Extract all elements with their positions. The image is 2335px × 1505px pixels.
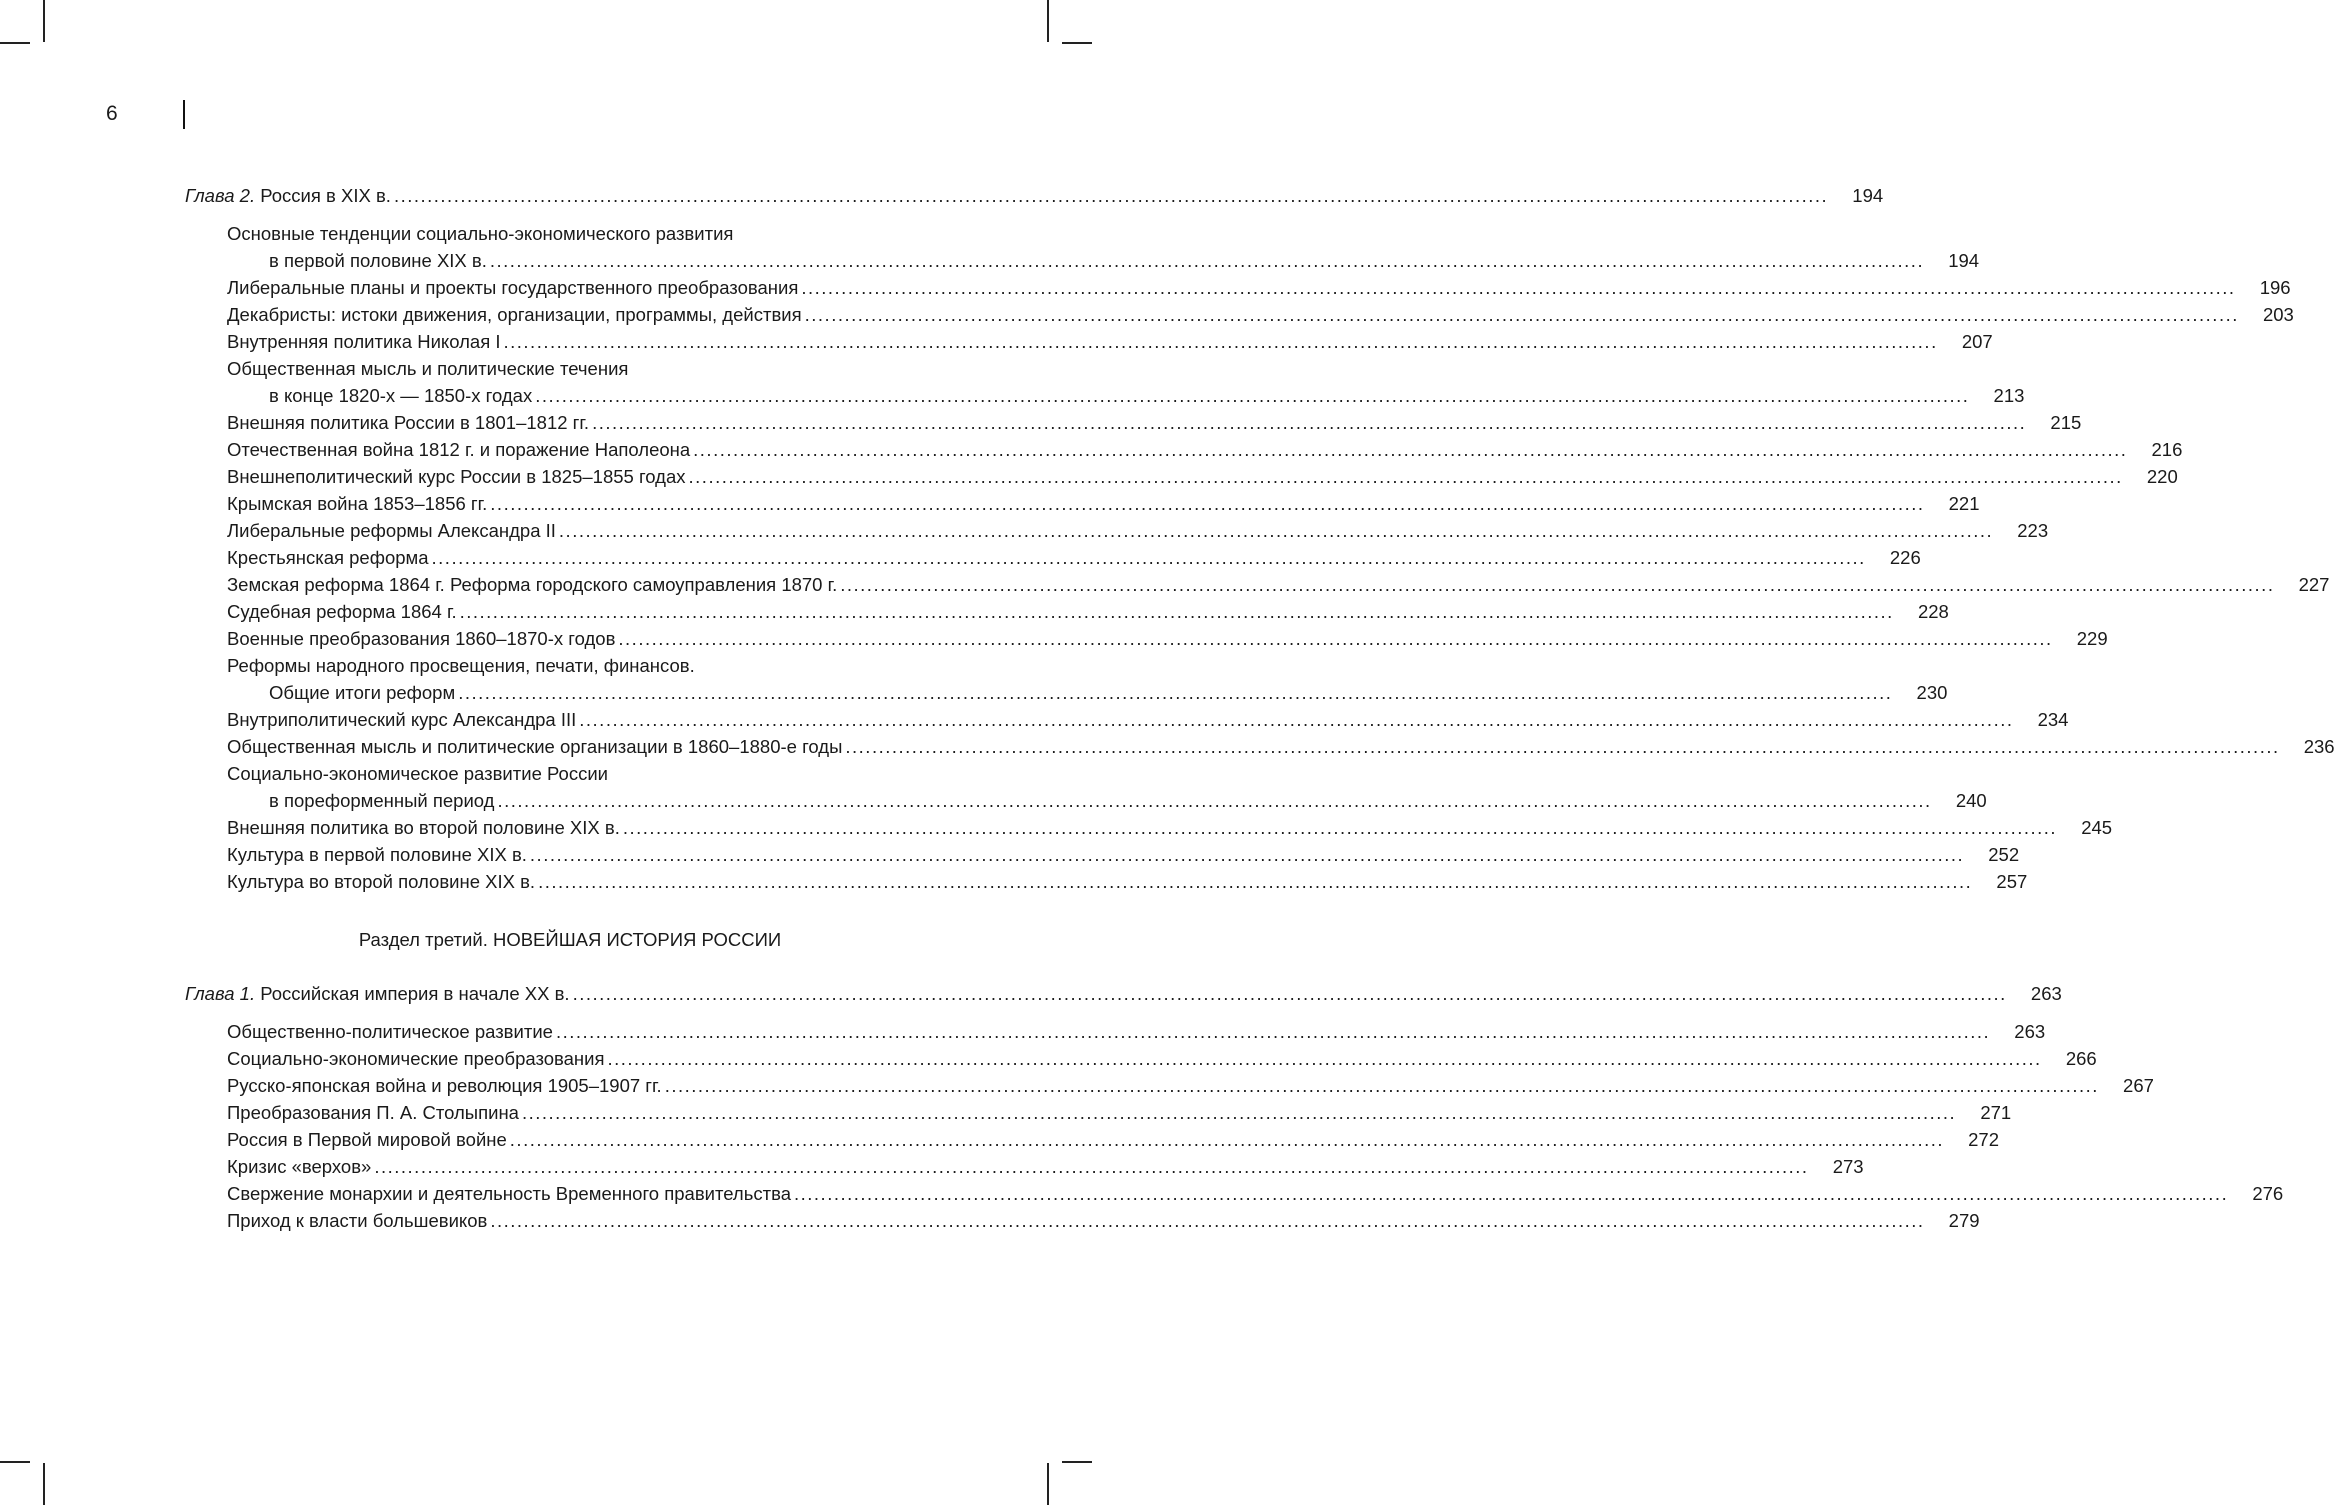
- leader-dots: [391, 182, 1831, 209]
- leader-dots: [798, 274, 2238, 301]
- toc-entry-label: Внешняя политика России в 1801–1812 гг.: [227, 412, 590, 433]
- chapter-prefix: Глава 2.: [185, 185, 256, 206]
- leader-dots: [532, 382, 1972, 409]
- toc-entry-label: Внешнеполитический курс России в 1825–1855 годах: [227, 466, 686, 487]
- toc-entry[interactable]: [185, 841, 2020, 868]
- page-ref: 207: [1961, 331, 1993, 352]
- leader-dots: [455, 679, 1895, 706]
- toc-entry-label: Культура во второй половине XIX в.: [227, 871, 536, 892]
- page-ref: 272: [1968, 1129, 2000, 1150]
- toc-entry[interactable]: [185, 1099, 2012, 1126]
- leader-dots: [604, 1045, 2044, 1072]
- leader-dots: [589, 409, 2029, 436]
- page-ref: 245: [2081, 817, 2113, 838]
- toc-entry[interactable]: [185, 1207, 1980, 1234]
- toc-entry[interactable]: [185, 733, 2335, 760]
- toc-entry-label: в конце 1820-х — 1850-х годах: [269, 385, 533, 406]
- toc-chapter-1: [185, 980, 2284, 1234]
- page-ref: 273: [1832, 1156, 1864, 1177]
- toc-entry[interactable]: [185, 544, 1921, 571]
- leader-dots: [519, 1099, 1959, 1126]
- leader-dots: [487, 1207, 1927, 1234]
- toc-entry[interactable]: [185, 706, 2069, 733]
- page-ref: 228: [1917, 601, 1949, 622]
- toc-entry-label: Военные преобразования 1860–1870-х годов: [227, 628, 616, 649]
- leader-dots: [487, 490, 1927, 517]
- crop-mark: [1047, 1463, 1049, 1505]
- toc-entry[interactable]: [185, 382, 2025, 409]
- leader-dots: [507, 1126, 1947, 1153]
- toc-entry[interactable]: [185, 625, 2108, 652]
- leader-dots: [527, 841, 1967, 868]
- leader-dots: [837, 571, 2277, 598]
- toc-entry[interactable]: [185, 301, 2294, 328]
- toc-entry-label: Крымская война 1853–1856 гг.: [227, 493, 488, 514]
- page-ref: 236: [2303, 736, 2335, 757]
- toc-entry[interactable]: [185, 814, 2113, 841]
- page-ref: 213: [1993, 385, 2025, 406]
- crop-mark: [1062, 42, 1092, 44]
- page-ref: 279: [1948, 1210, 1980, 1231]
- page-ref: 229: [2076, 628, 2108, 649]
- crop-mark: [1047, 0, 1049, 42]
- crop-mark: [0, 1461, 30, 1463]
- toc-entry-label: Либеральные реформы Александра II: [227, 520, 556, 541]
- leader-dots: [842, 733, 2282, 760]
- toc-entry-label: Социально-экономические преобразования: [227, 1048, 605, 1069]
- toc-entry-label: в пореформенный период: [269, 790, 495, 811]
- page-ref: 263: [2030, 983, 2062, 1004]
- leader-dots: [576, 706, 2016, 733]
- page-ref: 194: [1852, 185, 1884, 206]
- margin-bar: [183, 100, 185, 129]
- leader-dots: [802, 301, 2242, 328]
- leader-dots: [553, 1018, 1993, 1045]
- page-ref: 276: [2252, 1183, 2284, 1204]
- toc-entry[interactable]: [185, 517, 2049, 544]
- toc-chapter-2: [185, 182, 2335, 895]
- toc-entry-label: Русско-японская война и революция 1905–1907 гг.: [227, 1075, 662, 1096]
- page-ref: 267: [2123, 1075, 2154, 1096]
- page-ref: 216: [2151, 439, 2183, 460]
- page-ref: 230: [1916, 682, 1948, 703]
- crop-mark: [1062, 1461, 1092, 1463]
- page-ref: 226: [1889, 547, 1921, 568]
- toc-entry-label: Общественно-политическое развитие: [227, 1021, 553, 1042]
- toc-entry[interactable]: [185, 1153, 1864, 1180]
- chapter-heading[interactable]: [185, 980, 2062, 1007]
- toc-entry-line1[interactable]: Социально-экономическое развитие России: [227, 763, 608, 784]
- toc-entry[interactable]: [185, 1018, 2046, 1045]
- toc-entry-label: Общие итоги реформ: [269, 682, 456, 703]
- toc-entry-label: Внутриполитический курс Александра III: [227, 709, 577, 730]
- page-ref: 223: [2017, 520, 2049, 541]
- toc-entry-line1[interactable]: Основные тенденции социально-экономического развития: [227, 223, 734, 244]
- leader-dots: [686, 463, 2126, 490]
- leader-dots: [662, 1072, 2102, 1099]
- toc-entry-label: Приход к власти большевиков: [227, 1210, 488, 1231]
- leader-dots: [620, 814, 2060, 841]
- toc-entry-label: в первой половине XIX в.: [269, 250, 487, 271]
- toc-entry[interactable]: [185, 328, 1993, 355]
- page-ref: 221: [1948, 493, 1980, 514]
- page-ref: 196: [2259, 277, 2291, 298]
- leader-dots: [371, 1153, 1811, 1180]
- toc-entry-label: Либеральные планы и проекты государственного преобразования: [227, 277, 799, 298]
- toc-entry-line1[interactable]: Реформы народного просвещения, печати, финансов.: [227, 655, 695, 676]
- leader-dots: [615, 625, 2055, 652]
- page-ref: 257: [1996, 871, 2028, 892]
- page-ref: 266: [2065, 1048, 2097, 1069]
- toc-entry[interactable]: [185, 868, 2028, 895]
- toc-entry-label: Культура в первой половине XIX в.: [227, 844, 527, 865]
- page-ref: 194: [1948, 250, 1980, 271]
- leader-dots: [690, 436, 2130, 463]
- toc-entry[interactable]: [185, 598, 1949, 625]
- page-ref: 240: [1955, 790, 1987, 811]
- crop-mark: [0, 42, 30, 44]
- toc-entry-label: Россия в Первой мировой войне: [227, 1129, 507, 1150]
- leader-dots: [494, 787, 1934, 814]
- toc-entry[interactable]: [185, 436, 2183, 463]
- toc-entry[interactable]: [185, 1045, 2097, 1072]
- page-ref: 220: [2146, 466, 2178, 487]
- page-ref: 203: [2262, 304, 2294, 325]
- toc-entry[interactable]: [185, 409, 2082, 436]
- page-ref: 234: [2037, 709, 2069, 730]
- toc-entry-label: Свержение монархии и деятельность Временного правительства: [227, 1183, 791, 1204]
- page-number: 6: [106, 102, 118, 125]
- leader-dots: [487, 247, 1927, 274]
- toc-entry[interactable]: [185, 679, 1948, 706]
- toc-entry-label: Преобразования П. А. Столыпина: [227, 1102, 519, 1123]
- chapter-heading[interactable]: [185, 182, 1884, 209]
- toc-entry-label: Земская реформа 1864 г. Реформа городского самоуправления 1870 г.: [227, 574, 838, 595]
- toc-entry[interactable]: [185, 571, 2330, 598]
- page-ref: 263: [2014, 1021, 2046, 1042]
- section-heading: Раздел третий. НОВЕЙШАЯ ИСТОРИЯ РОССИИ: [358, 929, 782, 950]
- toc-entry-label: Внешняя политика во второй половине XIX в.: [227, 817, 620, 838]
- toc-entry-label: Крестьянская реформа: [227, 547, 429, 568]
- chapter-title: Российская империя в начале XX в.: [255, 983, 570, 1004]
- toc-entry[interactable]: [185, 247, 1980, 274]
- leader-dots: [791, 1180, 2231, 1207]
- page-ref: 271: [1980, 1102, 2012, 1123]
- page-ref: 252: [1988, 844, 2020, 865]
- crop-mark: [43, 0, 45, 42]
- toc-entry-label: Судебная реформа 1864 г.: [227, 601, 457, 622]
- toc-entry[interactable]: [185, 274, 2291, 301]
- leader-dots: [429, 544, 1869, 571]
- toc-entry[interactable]: [185, 490, 1980, 517]
- chapter-title: Россия в XIX в.: [255, 185, 391, 206]
- toc-entry[interactable]: [185, 1126, 2000, 1153]
- leader-dots: [556, 517, 1996, 544]
- toc-entry-label: Внутренняя политика Николая I: [227, 331, 501, 352]
- toc-entry-line1[interactable]: Общественная мысль и политические течения: [227, 358, 629, 379]
- leader-dots: [457, 598, 1897, 625]
- toc-entry-label: Декабристы: истоки движения, организации, программы, действия: [227, 304, 802, 325]
- toc-entry[interactable]: [185, 1180, 2284, 1207]
- page-ref: 227: [2298, 574, 2330, 595]
- page-ref: 215: [2050, 412, 2082, 433]
- leader-dots: [570, 980, 2010, 1007]
- leader-dots: [501, 328, 1941, 355]
- chapter-prefix: Глава 1.: [185, 983, 256, 1004]
- toc-entry-label: Кризис «верхов»: [227, 1156, 372, 1177]
- toc-entry[interactable]: [185, 787, 1987, 814]
- crop-mark: [43, 1463, 45, 1505]
- toc-entry[interactable]: [185, 463, 2178, 490]
- toc-entry-label: Общественная мысль и политические организации в 1860–1880-е годы: [227, 736, 843, 757]
- toc-entry[interactable]: [185, 1072, 2154, 1099]
- leader-dots: [535, 868, 1975, 895]
- toc-entry-label: Отечественная война 1812 г. и поражение Наполеона: [227, 439, 691, 460]
